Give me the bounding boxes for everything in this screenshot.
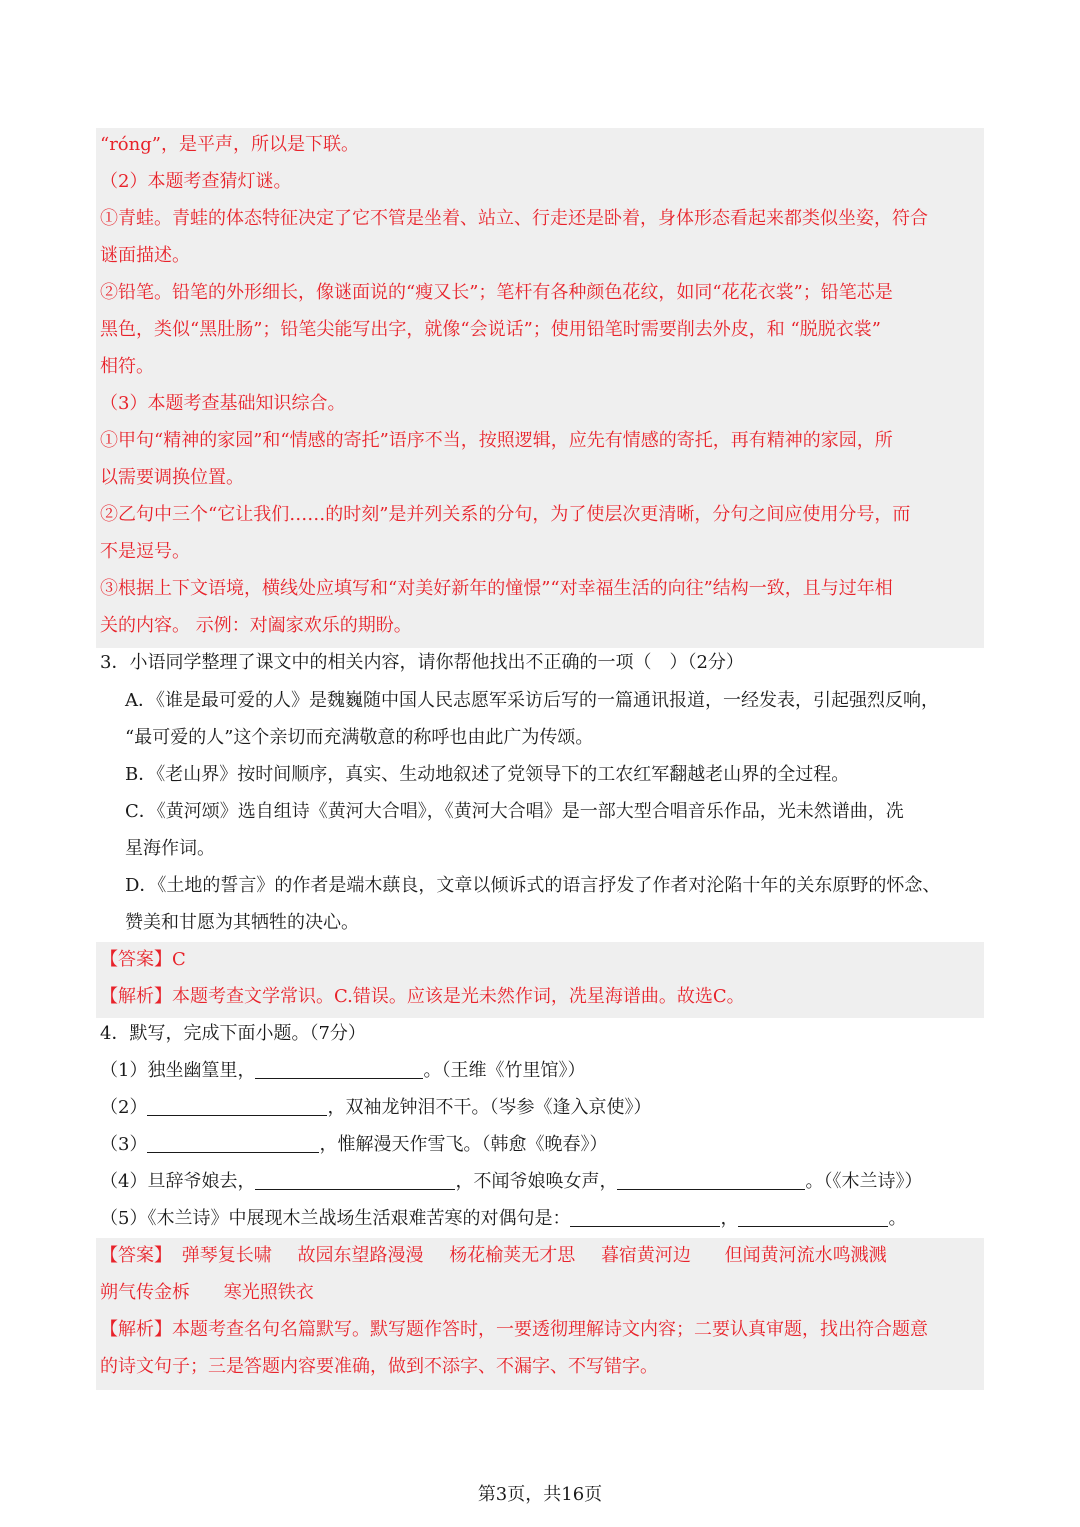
analysis-line: 黑色，类似“黑肚肠”；铅笔尖能写出字，就像“会说话”；使用铅笔时需要削去外皮，和 “脱脱衣裳” <box>100 319 881 340</box>
analysis-line: 相符。 <box>100 356 154 377</box>
fill-item-text: ， <box>720 1208 739 1229</box>
answer-label: 【答案】 <box>100 949 172 970</box>
option-d: D．《土地的誓言》的作者是端木蕻良，文章以倾诉式的语言抒发了作者对沦陷十年的关东原野的怀念、 <box>125 875 941 896</box>
fill-item-text: 。（王维《竹里馆》） <box>423 1060 586 1081</box>
analysis-line: （2）本题考查猜灯谜。 <box>100 171 292 192</box>
analysis-label: 【解析】 <box>100 1319 172 1340</box>
fill-item-text: （1）独坐幽篁里， <box>100 1060 256 1081</box>
answer-blank[interactable] <box>738 1204 888 1227</box>
fill-item-5 <box>100 1200 906 1237</box>
answer-blank[interactable] <box>617 1167 805 1190</box>
analysis-line: 不是逗号。 <box>100 541 190 562</box>
analysis-label: 【解析】 <box>100 986 172 1007</box>
fill-item-text: （5）《木兰诗》中展现木兰战场生活艰难苦寒的对偶句是： <box>100 1208 571 1229</box>
fill-item-text: （3） <box>100 1134 148 1155</box>
option-c-continued: 星海作词。 <box>125 838 215 859</box>
analysis-line: 关的内容。 示例：对阖家欢乐的期盼。 <box>100 615 412 636</box>
answer-blank[interactable] <box>255 1167 455 1190</box>
page-number-footer: 第3页，共16页 <box>477 1484 603 1505</box>
answer-value: 朔气传金柝 <box>100 1282 190 1303</box>
fill-item-1 <box>100 1052 585 1089</box>
option-a-continued: “最可爱的人”这个亲切而充满敬意的称呼也由此广为传颂。 <box>125 727 594 748</box>
q4-answer-line-2 <box>100 1274 314 1311</box>
q3-analysis <box>100 978 745 1015</box>
fill-item-3 <box>100 1126 607 1163</box>
analysis-text: 本题考查文学常识。C.错误。应该是光未然作词，冼星海谱曲。故选C。 <box>172 986 745 1007</box>
answer-value: 弹琴复长啸 <box>181 1245 272 1266</box>
q3-answer <box>100 941 186 978</box>
fill-item-2 <box>100 1089 651 1126</box>
answer-value: C <box>172 949 186 970</box>
fill-item-text: 。 <box>888 1208 907 1229</box>
option-d-continued: 赞美和甘愿为其牺牲的决心。 <box>125 912 359 933</box>
fill-item-text: （2） <box>100 1097 148 1118</box>
question-3-stem: 3．小语同学整理了课文中的相关内容，请你帮他找出不正确的一项（ ）（2分） <box>100 652 744 673</box>
analysis-line: 谜面描述。 <box>100 245 190 266</box>
q4-answer-line-1 <box>100 1237 887 1274</box>
analysis-line: ③根据上下文语境，横线处应填写和“对美好新年的憧憬”“对幸福生活的向往”结构一致，且与过年相 <box>100 578 893 599</box>
fill-item-text: ，双袖龙钟泪不干。（岑参《逢入京使》） <box>327 1097 652 1118</box>
option-c: C．《黄河颂》选自组诗《黄河大合唱》，《黄河大合唱》是一部大型合唱音乐作品，光未然谱曲，冼 <box>125 801 904 822</box>
option-a: A．《谁是最可爱的人》是魏巍随中国人民志愿军采访后写的一篇通讯报道，一经发表，引起强烈反响， <box>125 690 939 711</box>
fill-item-4 <box>100 1163 922 1200</box>
answer-blank[interactable] <box>147 1130 319 1153</box>
fill-item-text: （4）旦辞爷娘去， <box>100 1171 256 1192</box>
fill-item-text: 。（《木兰诗》） <box>805 1171 923 1192</box>
q4-analysis-line-2: 的诗文句子；三是答题内容要准确，做到不添字、不漏字、不写错字。 <box>100 1356 658 1377</box>
analysis-line: 以需要调换位置。 <box>100 467 244 488</box>
analysis-line: “róng”，是平声，所以是下联。 <box>100 134 359 155</box>
fill-item-text: ，惟解漫天作雪飞。（韩愈《晚春》） <box>319 1134 608 1155</box>
question-4-stem: 4．默写，完成下面小题。（7分） <box>100 1023 366 1044</box>
answer-value: 寒光照铁衣 <box>223 1282 314 1303</box>
analysis-line: ②铅笔。铅笔的外形细长，像谜面说的“瘦又长”；笔杆有各种颜色花纹，如同“花花衣裳”；铅笔芯是 <box>100 282 893 303</box>
analysis-line: ①甲句“精神的家园”和“情感的寄托”语序不当，按照逻辑，应先有情感的寄托，再有精神的家园，所 <box>100 430 893 451</box>
answer-blank[interactable] <box>255 1056 423 1079</box>
analysis-text: 本题考查名句名篇默写。默写题作答时，一要透彻理解诗文内容；二要认真审题，找出符合题意 <box>172 1319 928 1340</box>
answer-value: 杨花榆荚无才思 <box>449 1245 576 1266</box>
analysis-line: ①青蛙。青蛙的体态特征决定了它不管是坐着、站立、行走还是卧着，身体形态看起来都类似坐姿，符合 <box>100 208 928 229</box>
answer-value: 暮宿黄河边 <box>600 1245 691 1266</box>
answer-blank[interactable] <box>147 1093 327 1116</box>
analysis-line: （3）本题考查基础知识综合。 <box>100 393 346 414</box>
option-b: B．《老山界》按时间顺序，真实、生动地叙述了党领导下的工农红军翻越老山界的全过程。 <box>125 764 850 785</box>
analysis-line: ②乙句中三个“它让我们……的时刻”是并列关系的分句，为了使层次更清晰，分句之间应使用分号，而 <box>100 504 911 525</box>
answer-label: 【答案】 <box>100 1245 172 1266</box>
q4-analysis-line-1 <box>100 1311 928 1348</box>
answer-value: 故园东望路漫漫 <box>297 1245 424 1266</box>
answer-blank[interactable] <box>570 1204 720 1227</box>
fill-item-text: ，不闻爷娘唤女声， <box>455 1171 618 1192</box>
answer-value: 但闻黄河流水鸣溅溅 <box>724 1245 887 1266</box>
